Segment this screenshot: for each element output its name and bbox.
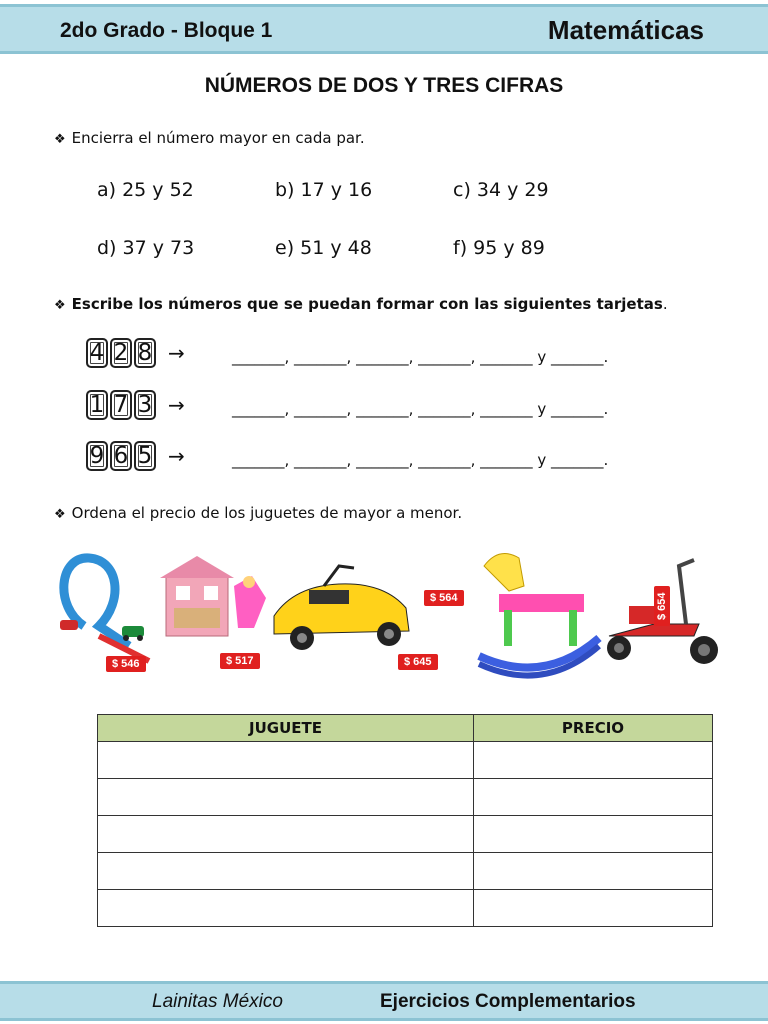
toy-cell[interactable] [98, 853, 474, 890]
diamond-bullet-icon: ❖ [54, 132, 66, 147]
number-card: 7 [110, 390, 132, 420]
price-cell[interactable] [474, 853, 713, 890]
toy-cell[interactable] [98, 779, 474, 816]
toy-cell[interactable] [98, 890, 474, 927]
pair-a[interactable]: a) 25 y 52 [97, 179, 194, 201]
toys-illustration [54, 546, 722, 688]
number-card: 4 [86, 338, 108, 368]
footer-author: Lainitas México [152, 991, 283, 1012]
number-card: 3 [134, 390, 156, 420]
toy-cell[interactable] [98, 816, 474, 853]
price-cell[interactable] [474, 742, 713, 779]
number-card: 1 [86, 390, 108, 420]
footer-band [0, 981, 768, 1021]
instruction-2: ❖ Escribe los números que se puedan formar con las siguientes tarjetas. [54, 295, 668, 313]
footer-label: Ejercicios Complementarios [380, 991, 636, 1012]
arrow-right-icon: → [168, 444, 185, 468]
card-set-3 [86, 441, 185, 471]
number-card: 8 [134, 338, 156, 368]
number-card: 2 [110, 338, 132, 368]
pair-b[interactable]: b) 17 y 16 [275, 179, 373, 201]
table-row [98, 816, 713, 853]
answer-blanks-1[interactable]: _______, _______, _______, _______, _______ y _______. [232, 348, 609, 366]
instruction-3 [54, 504, 462, 522]
number-card: 9 [86, 441, 108, 471]
table-row [98, 779, 713, 816]
price-tag-546: $ 546 [106, 656, 146, 672]
diamond-bullet-icon: ❖ [54, 507, 66, 522]
card-set-1 [86, 338, 185, 368]
column-header-toy: JUGUETE [98, 715, 474, 742]
instruction-2-text: Escribe los números que se puedan formar con las siguientes tarjetas [71, 295, 663, 313]
page-title: NÚMEROS DE DOS Y TRES CIFRAS [204, 74, 564, 97]
price-cell[interactable] [474, 816, 713, 853]
dollhouse-toy [160, 556, 266, 636]
pair-f[interactable]: f) 95 y 89 [453, 237, 545, 259]
toy-price-table [97, 714, 713, 927]
card-set-2 [86, 390, 185, 420]
toy-cell[interactable] [98, 742, 474, 779]
table-header-row [98, 715, 713, 742]
arrow-right-icon: → [168, 341, 185, 365]
price-tag-645: $ 645 [398, 654, 438, 670]
arrow-right-icon: → [168, 393, 185, 417]
rocking-horse-toy [479, 554, 599, 676]
column-header-price: PRECIO [474, 715, 713, 742]
ride-on-car-toy [274, 566, 409, 650]
table-row [98, 853, 713, 890]
diamond-bullet-icon: ❖ [54, 298, 66, 313]
answer-blanks-3[interactable]: _______, _______, _______, _______, _______ y _______. [232, 451, 609, 469]
instruction-1-text: Encierra el número mayor en cada par. [71, 129, 365, 147]
price-tag-654: $ 654 [654, 586, 670, 626]
pair-d[interactable]: d) 37 y 73 [97, 237, 195, 259]
table-row [98, 742, 713, 779]
race-track-toy [60, 558, 149, 661]
price-cell[interactable] [474, 779, 713, 816]
price-cell[interactable] [474, 890, 713, 927]
toys-image [54, 546, 722, 688]
instruction-3-text: Ordena el precio de los juguetes de mayor a menor. [71, 504, 463, 522]
grade-label: 2do Grado - Bloque 1 [60, 19, 273, 42]
subject-label: Matemáticas [547, 15, 704, 45]
instruction-1 [54, 129, 365, 147]
price-tag-564: $ 564 [424, 590, 464, 606]
answer-blanks-2[interactable]: _______, _______, _______, _______, _______ y _______. [232, 400, 609, 418]
number-card: 6 [110, 441, 132, 471]
header-band [0, 4, 768, 54]
pair-c[interactable]: c) 34 y 29 [453, 179, 549, 201]
table-row [98, 890, 713, 927]
pair-e[interactable]: e) 51 y 48 [275, 237, 372, 259]
number-card: 5 [134, 441, 156, 471]
price-tag-517: $ 517 [220, 653, 260, 669]
